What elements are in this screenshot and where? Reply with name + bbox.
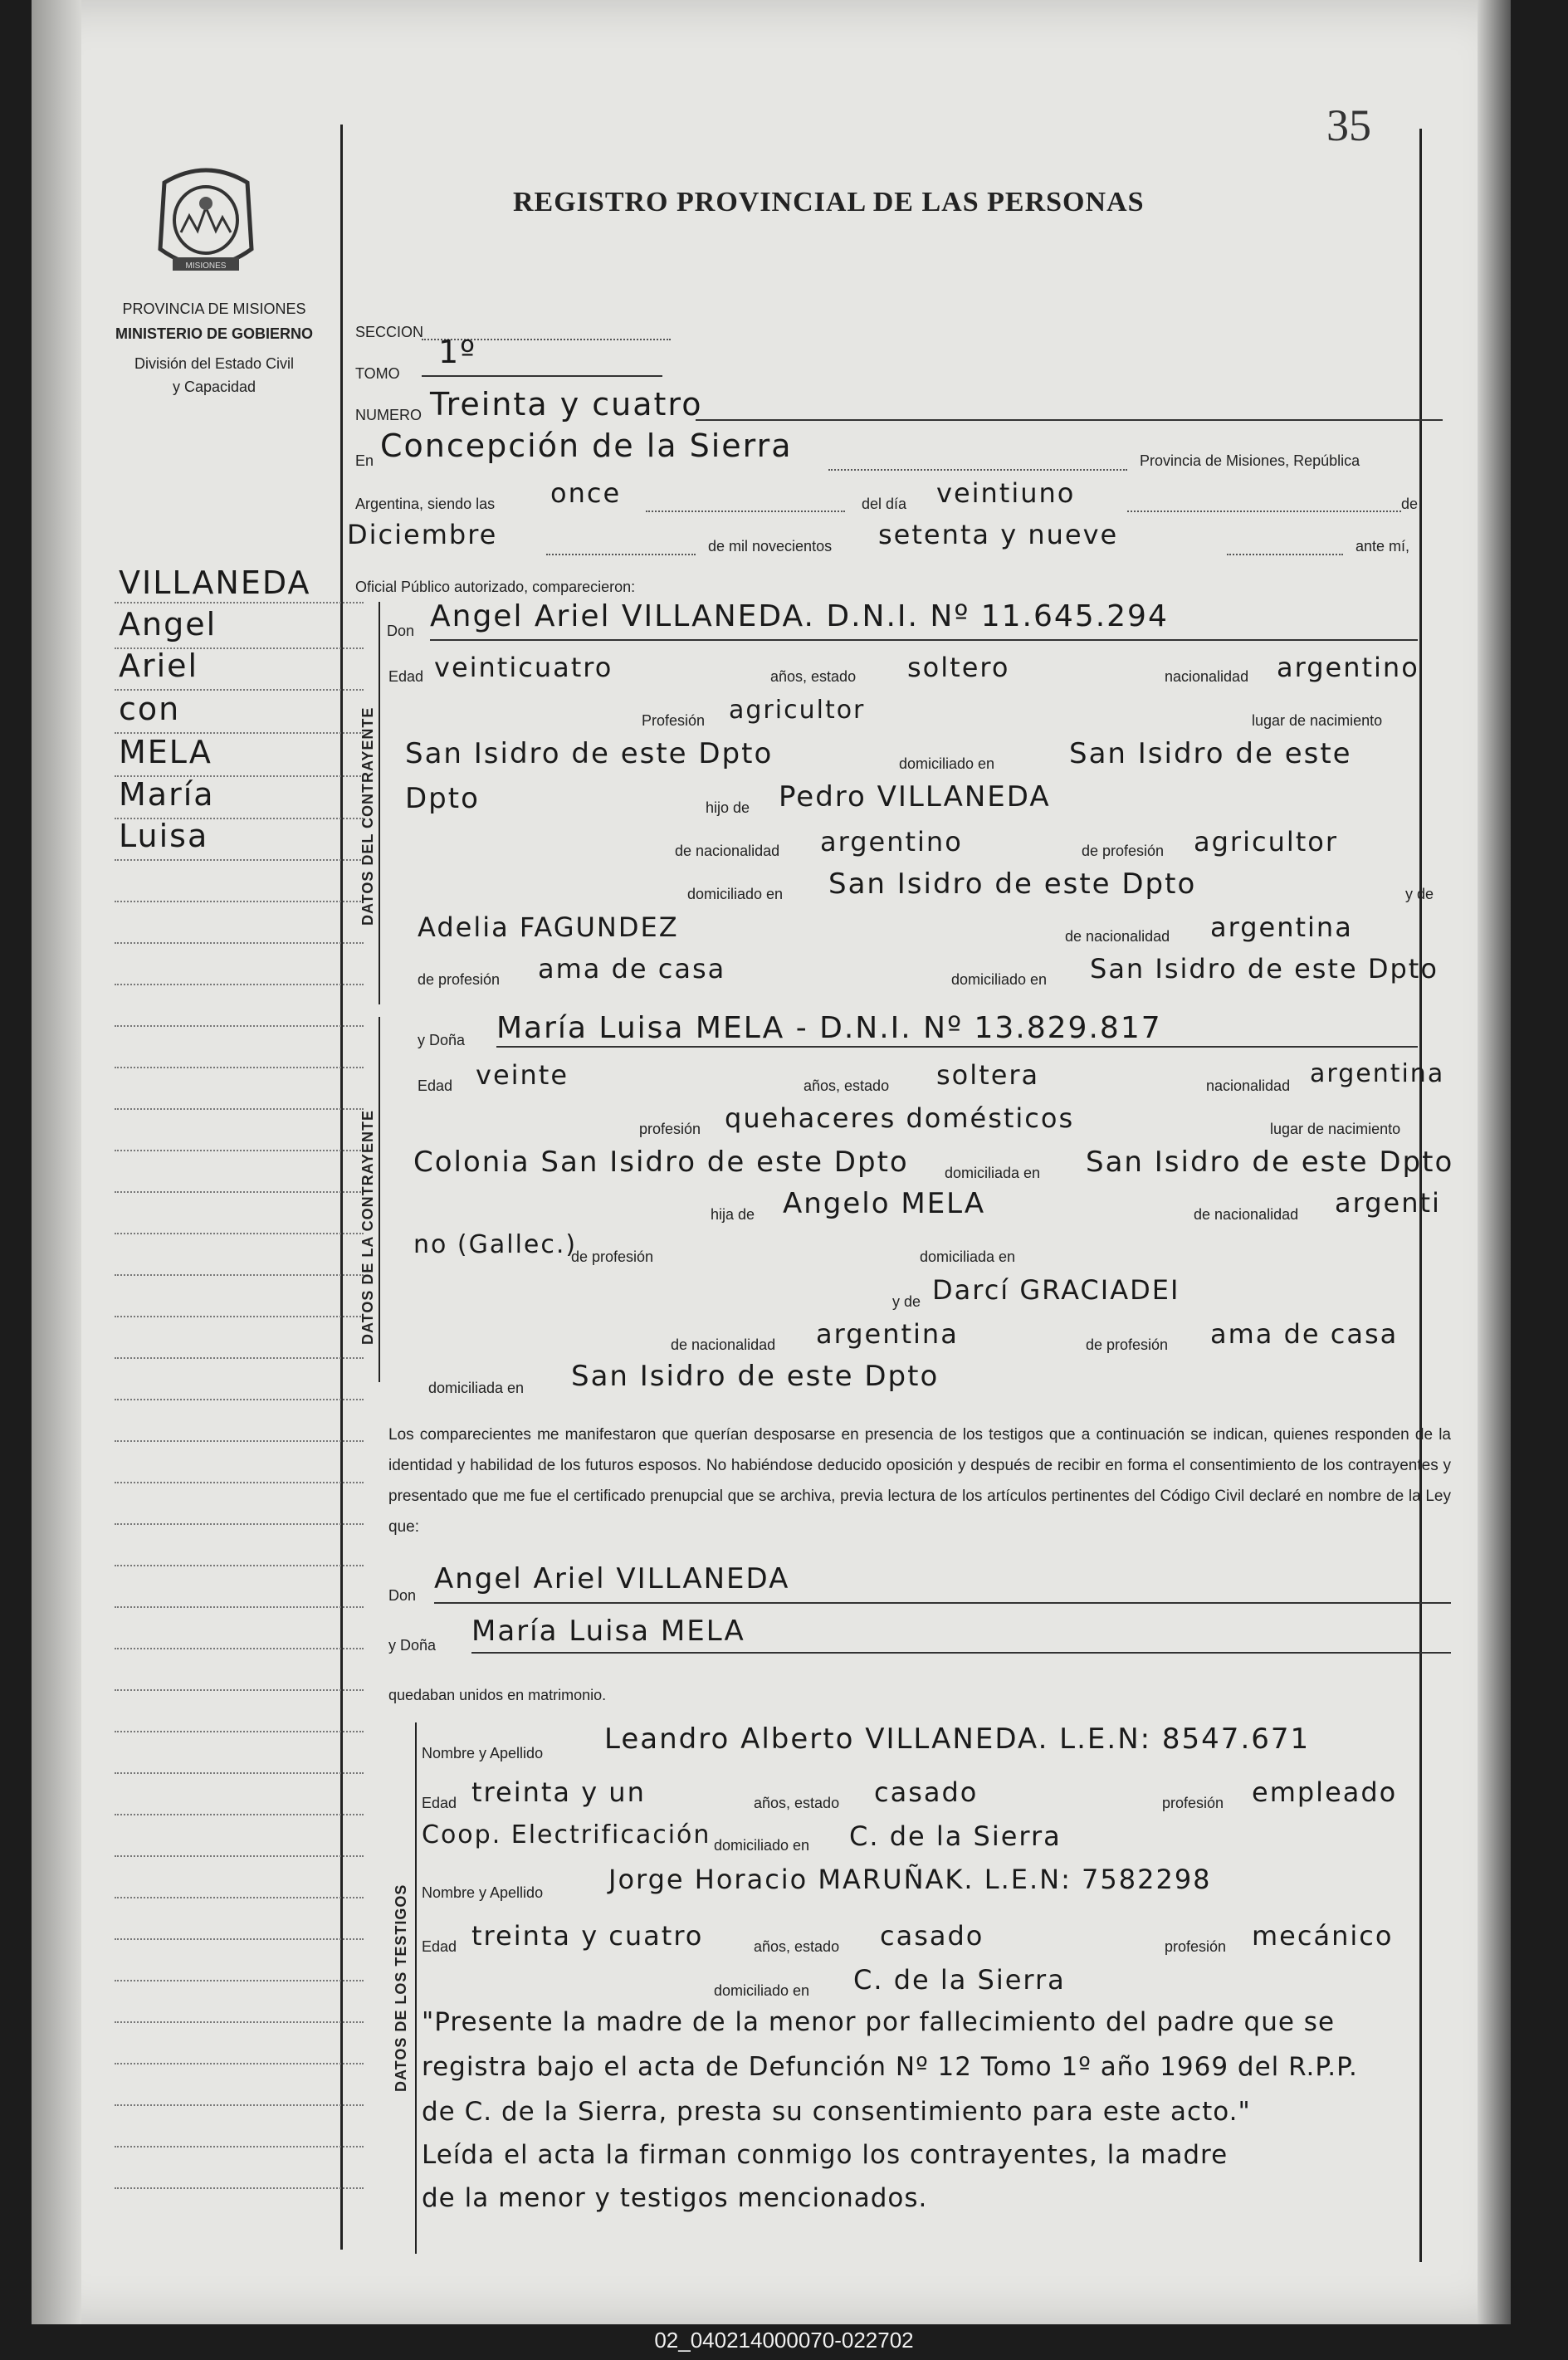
groom-padre-prof: agricultor — [1194, 826, 1339, 858]
witness2-domicilio: C. de la Sierra — [853, 1964, 1066, 1996]
bride-padre: Angelo MELA — [783, 1187, 986, 1220]
province-seal-icon — [139, 158, 272, 282]
witness-section-border — [415, 1722, 417, 2254]
witness1-domicilio: C. de la Sierra — [849, 1820, 1062, 1852]
witness1-name: Leandro Alberto VILLANEDA. L.E.N: 8547.671 — [604, 1722, 1311, 1756]
binding-shadow — [32, 0, 81, 2324]
witness1-edad: treinta y un — [471, 1776, 646, 1808]
bride-nacionalidad: argentina — [1310, 1059, 1445, 1088]
anio-value: setenta y nueve — [878, 519, 1119, 550]
bride-padre-nac-b: no (Gallec.) — [413, 1230, 578, 1259]
groom-name: Angel Ariel VILLANEDA. D.N.I. Nº 11.645.294 — [430, 599, 1169, 633]
note-line: Leída el acta la firman conmigo los contrayentes, la madre — [422, 2140, 1229, 2170]
bride-lugar-nac: Colonia San Isidro de este Dpto — [413, 1146, 909, 1179]
edad-label: Edad — [388, 668, 424, 685]
groom-domicilio-a: San Isidro de este — [1069, 737, 1352, 770]
oficial-label: Oficial Público autorizado, comparecieron: — [355, 579, 636, 595]
de-mil-label: de mil novecientos — [708, 538, 833, 555]
bride-madre-dom: San Isidro de este Dpto — [571, 1360, 940, 1393]
argentina-label: Argentina, siendo las — [355, 496, 496, 512]
groom-padre-dom: San Isidro de este Dpto — [828, 867, 1197, 901]
de-profesion-label: de profesión — [1086, 1336, 1169, 1353]
nombre-apellido-label: Nombre y Apellido — [422, 1884, 544, 1901]
note-line: registra bajo el acta de Defunción Nº 12 Tomo 1º año 1969 del R.P.P. — [422, 2052, 1358, 2082]
tomo-value: 1º — [438, 334, 477, 370]
note-line: de C. de la Sierra, presta su consentimiento para este acto." — [422, 2097, 1251, 2127]
y-de-label: y de — [1405, 886, 1434, 902]
margin-name-line: con — [119, 691, 181, 727]
org-line-4: y Capacidad — [172, 379, 256, 395]
profesion-label: profesión — [1162, 1795, 1224, 1811]
mes-value: Diciembre — [347, 519, 498, 550]
note-line: de la menor y testigos mencionados. — [422, 2183, 928, 2213]
de-nacionalidad-label: de nacionalidad — [671, 1336, 776, 1353]
y-de-label: y de — [892, 1293, 921, 1310]
domiciliado-label: domiciliado en — [899, 755, 995, 772]
section-title-contrayente: DATOS DEL CONTRAYENTE — [359, 706, 376, 926]
document-page — [32, 0, 1511, 2324]
ante-mi-label: ante mí, — [1356, 538, 1410, 555]
union-dona: María Luisa MELA — [471, 1615, 745, 1648]
quedaban-label: quedaban unidos en matrimonio. — [388, 1687, 607, 1703]
don-label: Don — [388, 1587, 417, 1604]
profesion-label: profesión — [1165, 1938, 1227, 1955]
de-profesion-label: de profesión — [418, 971, 501, 988]
margin-name-line: MELA — [119, 734, 212, 770]
dia-value: veintiuno — [936, 477, 1076, 509]
seccion-label: SECCION — [355, 324, 424, 340]
page-number: 35 — [1326, 100, 1371, 150]
groom-domicilio-b: Dpto — [405, 782, 480, 815]
profesion-label: profesión — [639, 1121, 701, 1137]
bride-madre: Darcí GRACIADEI — [932, 1274, 1180, 1306]
bride-section-border — [379, 1017, 380, 1382]
groom-profesion: agricultor — [729, 696, 866, 725]
bride-edad: veinte — [476, 1059, 569, 1091]
domiciliado-label: domiciliado en — [687, 886, 784, 902]
groom-lugar-nac: San Isidro de este Dpto — [405, 737, 774, 770]
section-title-testigos: DATOS DE LOS TESTIGOS — [393, 1884, 409, 2092]
witness2-name: Jorge Horacio MARUÑAK. L.E.N: 7582298 — [608, 1864, 1212, 1895]
anos-estado-label: años, estado — [804, 1077, 890, 1094]
domiciliada-label: domiciliada en — [920, 1248, 1016, 1265]
numero-value: Treinta y cuatro — [430, 386, 703, 423]
margin-name-line: Angel — [119, 606, 217, 643]
nacionalidad-label: nacionalidad — [1206, 1077, 1291, 1094]
svg-text:MISIONES: MISIONES — [185, 261, 227, 271]
anos-estado-label: años, estado — [754, 1938, 840, 1955]
groom-section-border — [379, 602, 380, 1004]
don-label: Don — [387, 623, 415, 639]
edad-label: Edad — [422, 1795, 457, 1811]
provincia-label: Provincia de Misiones, República — [1140, 452, 1360, 469]
domiciliado-label: domiciliado en — [714, 1837, 810, 1854]
lugar-value: Concepción de la Sierra — [380, 428, 793, 464]
y-dona-label: y Doña — [388, 1637, 437, 1654]
note-line: "Presente la madre de la menor por fallecimiento del padre que se — [422, 2007, 1336, 2037]
witness2-edad: treinta y cuatro — [471, 1920, 704, 1952]
en-label: En — [355, 452, 374, 469]
nombre-apellido-label: Nombre y Apellido — [422, 1745, 544, 1761]
de-label: de — [1401, 496, 1419, 512]
lugar-nac-label: lugar de nacimiento — [1252, 712, 1383, 729]
del-dia-label: del día — [862, 496, 907, 512]
domiciliado-label: domiciliado en — [951, 971, 1048, 988]
groom-madre: Adelia FAGUNDEZ — [418, 911, 679, 943]
hijo-de-label: hijo de — [706, 799, 750, 816]
bride-madre-nac: argentina — [816, 1318, 959, 1350]
tomo-label: TOMO — [355, 365, 400, 382]
de-profesion-label: de profesión — [571, 1248, 654, 1265]
document-title: REGISTRO PROVINCIAL DE LAS PERSONAS — [513, 187, 1145, 217]
bride-profesion: quehaceres domésticos — [725, 1102, 1075, 1134]
de-profesion-label: de profesión — [1082, 843, 1165, 859]
groom-padre: Pedro VILLANEDA — [779, 780, 1051, 814]
declaration-text: Los comparecientes me manifestaron que querían desposarse en presencia de los testigos que a continuación se indican, quienes responden de la identidad y habilidad de los futuros esposos. No habiéndose deducido oposición y después de recibir en forma el consentimiento de los contrayentes y presentado que me fue el certificado prenupcial que se archiva, previa lectura de los artículos pertinentes del Código Civil declaré en nombre de la Ley que: — [388, 1426, 1451, 1536]
bride-name: María Luisa MELA - D.N.I. Nº 13.829.817 — [496, 1011, 1162, 1045]
bride-domicilio: San Isidro de este Dpto — [1086, 1146, 1454, 1179]
groom-estado: soltero — [907, 652, 1010, 683]
y-dona-label: y Doña — [418, 1032, 466, 1048]
groom-madre-dom: San Isidro de este Dpto — [1090, 953, 1439, 985]
witness1-prof-line2: Coop. Electrificación — [422, 1820, 711, 1849]
domiciliada-label: domiciliada en — [428, 1380, 525, 1396]
org-line-2: MINISTERIO DE GOBIERNO — [115, 325, 314, 342]
hora-value: once — [550, 477, 622, 509]
witness1-estado: casado — [874, 1776, 979, 1808]
page-edge — [1478, 0, 1511, 2324]
anos-estado-label: años, estado — [770, 668, 857, 685]
de-nacionalidad-label: de nacionalidad — [1065, 928, 1170, 945]
margin-name-line: Ariel — [119, 647, 199, 684]
numero-label: NUMERO — [355, 407, 422, 423]
de-nacionalidad-label: de nacionalidad — [675, 843, 780, 859]
footer-image-id: 02_040214000070-022702 — [654, 2328, 914, 2353]
margin-name-line: VILLANEDA — [119, 564, 311, 601]
domiciliado-label: domiciliado en — [714, 1982, 810, 1999]
bride-padre-nac-a: argenti — [1335, 1187, 1441, 1219]
edad-label: Edad — [422, 1938, 457, 1955]
domiciliada-label: domiciliada en — [945, 1165, 1041, 1181]
profesion-label: Profesión — [642, 712, 706, 729]
witness2-estado: casado — [880, 1920, 984, 1952]
hija-de-label: hija de — [711, 1206, 755, 1223]
edad-label: Edad — [418, 1077, 453, 1094]
margin-name-line: Luisa — [119, 818, 209, 854]
margin-divider — [340, 125, 343, 2250]
anos-estado-label: años, estado — [754, 1795, 840, 1811]
witness1-profesion: empleado — [1252, 1776, 1398, 1808]
margin-name-line: María — [119, 776, 215, 813]
bride-madre-prof: ama de casa — [1210, 1318, 1399, 1350]
groom-madre-nac: argentina — [1210, 911, 1353, 943]
groom-padre-nac: argentino — [820, 826, 963, 858]
org-line-1: PROVINCIA DE MISIONES — [122, 300, 306, 317]
groom-nacionalidad: argentino — [1277, 652, 1419, 683]
lugar-nac-label: lugar de nacimiento — [1270, 1121, 1401, 1137]
groom-edad: veinticuatro — [434, 652, 613, 683]
org-line-3: División del Estado Civil — [134, 355, 295, 372]
groom-madre-prof: ama de casa — [538, 953, 726, 985]
bride-estado: soltera — [936, 1059, 1040, 1091]
witness2-profesion: mecánico — [1252, 1920, 1394, 1952]
union-don: Angel Ariel VILLANEDA — [434, 1562, 790, 1595]
de-nacionalidad-label: de nacionalidad — [1194, 1206, 1299, 1223]
section-title-contrayente-f: DATOS DE LA CONTRAYENTE — [359, 1109, 376, 1345]
nacionalidad-label: nacionalidad — [1165, 668, 1249, 685]
